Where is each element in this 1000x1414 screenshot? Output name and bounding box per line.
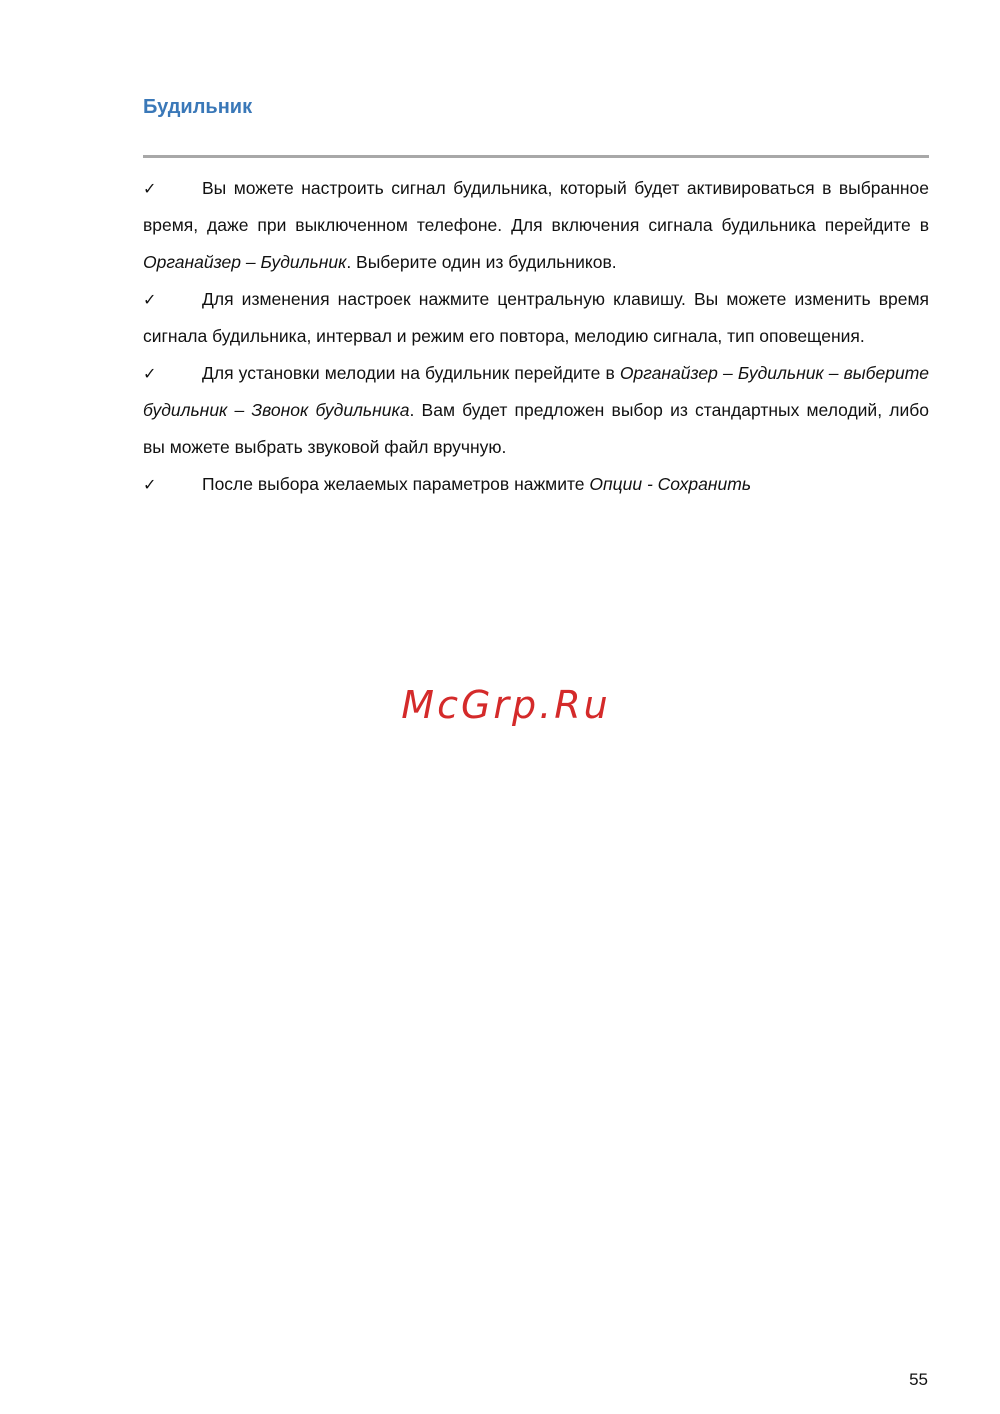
bullet-item-2 bbox=[143, 281, 929, 355]
checkmark-icon: ✓ bbox=[143, 179, 157, 198]
bullet-item-4 bbox=[143, 466, 929, 503]
bullet-menu-path: Опции - Сохранить bbox=[589, 474, 752, 494]
bullet-text: Для установки мелодии на будильник перейдите в bbox=[202, 363, 620, 383]
section-heading: Будильник bbox=[143, 96, 253, 118]
bullet-text: Для изменения настроек нажмите центральную клавишу. Вы можете изменить время сигнала будильника, интервал и режим его повтора, мелодию сигнала, тип оповещения. bbox=[143, 289, 929, 346]
checkmark-icon: ✓ bbox=[143, 364, 157, 383]
bullet-text: . Выберите один из будильников. bbox=[346, 252, 617, 272]
bullet-item-1 bbox=[143, 170, 929, 281]
checkmark-icon: ✓ bbox=[143, 290, 157, 309]
bullet-menu-path: Органайзер – Будильник – выберите будильник – Звонок будильника bbox=[143, 363, 929, 420]
bullet-text: Вы можете настроить сигнал будильника, который будет активироваться в выбранное время, даже при выключенном телефоне. Для включения сигнала будильника перейдите в bbox=[143, 178, 929, 235]
page-number: 55 bbox=[909, 1370, 928, 1389]
bullet-text: После выбора желаемых параметров нажмите bbox=[202, 474, 590, 494]
checkmark-icon: ✓ bbox=[143, 475, 157, 494]
bullet-menu-path: Органайзер – Будильник bbox=[143, 252, 347, 272]
watermark: McGrp.Ru bbox=[401, 683, 611, 727]
bullet-item-3 bbox=[143, 355, 929, 466]
bullet-list bbox=[143, 170, 929, 503]
heading-divider bbox=[143, 155, 929, 158]
bullet-text: . Вам будет предложен выбор из стандартных мелодий, либо вы можете выбрать звуковой файл вручную. bbox=[143, 400, 929, 457]
